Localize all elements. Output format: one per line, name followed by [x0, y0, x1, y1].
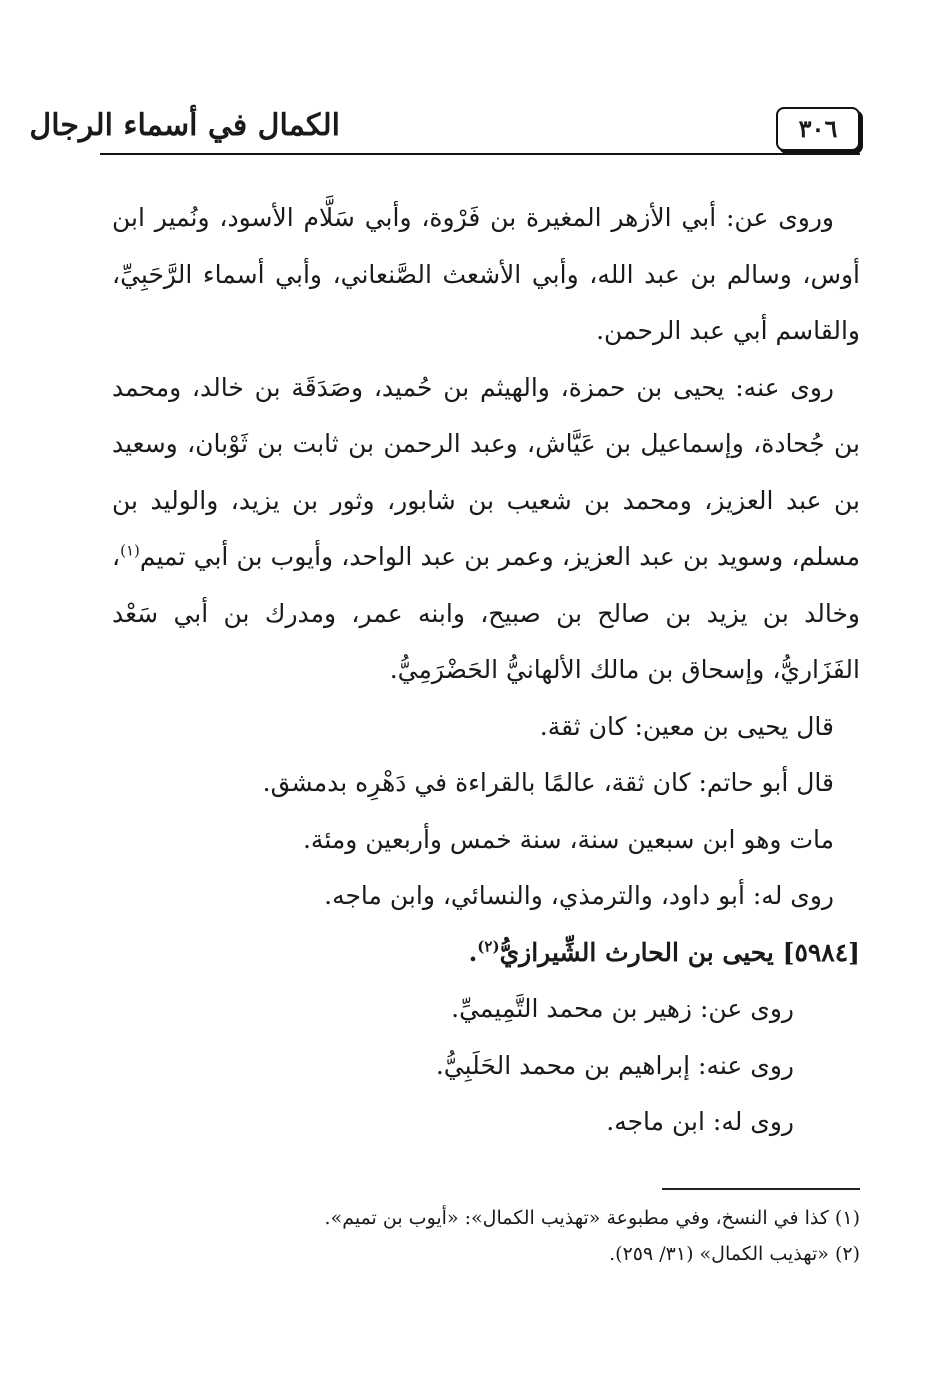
entry-end: . — [468, 937, 478, 967]
paragraph-abu-hatim: قال أبو حاتم: كان ثقة، عالمًا بالقراءة في دَهْرِه بدمشق. — [262, 768, 834, 797]
paragraph-death: مات وهو ابن سبعين سنة، سنة خمس وأربعين ومئة. — [302, 824, 834, 854]
page-header — [29, 95, 860, 155]
footnote-2: (٢) «تهذيب الكمال» (٣١/ ٢٥٩). — [609, 1243, 860, 1265]
footnote-rule — [662, 1188, 860, 1190]
footnote-1: (١) كذا في النسخ، وفي مطبوعة «تهذيب الكمال»: «أيوب بن تميم». — [324, 1207, 860, 1229]
paragraph-entry-narrated-from: روى عن: زهير بن محمد التَّمِيميِّ. — [451, 994, 794, 1023]
page-number: ٣٠٦ — [776, 107, 860, 151]
entry-number: [٥٩٨٤] — [782, 937, 860, 967]
main-text — [112, 190, 860, 1151]
paragraph-narrated-to: روى له: أبو داود، والترمذي، والنسائي، وابن ماجه. — [324, 881, 834, 910]
paragraph-ibn-maeen: قال يحيى بن معين: كان ثقة. — [539, 711, 834, 741]
entry-name: يحيى بن الحارث الشِّيرازيُّ — [499, 937, 774, 967]
header-rule — [100, 153, 860, 155]
paragraph-entry-narrated-by: روى عنه: إبراهيم بن محمد الحَلَبِيُّ. — [435, 1050, 794, 1080]
footnote-ref-1: (١) — [120, 541, 140, 560]
paragraph-entry-narrated-to: روى له: ابن ماجه. — [606, 1107, 794, 1136]
entry-heading — [112, 925, 860, 982]
running-title: الكمال في أسماء الرجال — [29, 108, 340, 143]
footnote-ref-2: (٢) — [477, 937, 500, 956]
footnotes — [100, 1200, 860, 1272]
paragraph-text: روى عنه: يحيى بن حمزة، والهيثم بن حُميد، وصَدَقَة بن خالد، ومحمد بن جُحادة، وإسماعيل بن عَيَّاش، وعبد الرحمن بن ثابت بن ثَوْبان، وسعيد بن عبد العزيز، ومحمد بن شعيب بن شابور، وثور بن يزيد، والوليد بن مسلم، وسويد بن عبد العزيز، وعمر بن عبد الواحد، وأيوب بن أبي تميم — [112, 372, 860, 571]
paragraph-narrated-from: وروى عن: أبي الأزهر المغيرة بن فَرْوة، وأبي سَلَّام الأسود، ونُمير ابن أوس، وسالم بن عبد الله، وأبي الأشعث الصَّنعاني، وأبي أسماء الرَّحَبِيِّ، والقاسم أبي عبد الرحمن. — [112, 203, 860, 345]
paragraph-text-continued: ، وخالد بن يزيد بن صالح بن صبيح، وابنه عمر، ومدرك بن أبي سَعْد الفَزَاريُّ، وإسحاق بن مالك الألهانيُّ الحَضْرَمِيُّ. — [112, 542, 860, 684]
paragraph-narrated-by — [112, 360, 860, 699]
